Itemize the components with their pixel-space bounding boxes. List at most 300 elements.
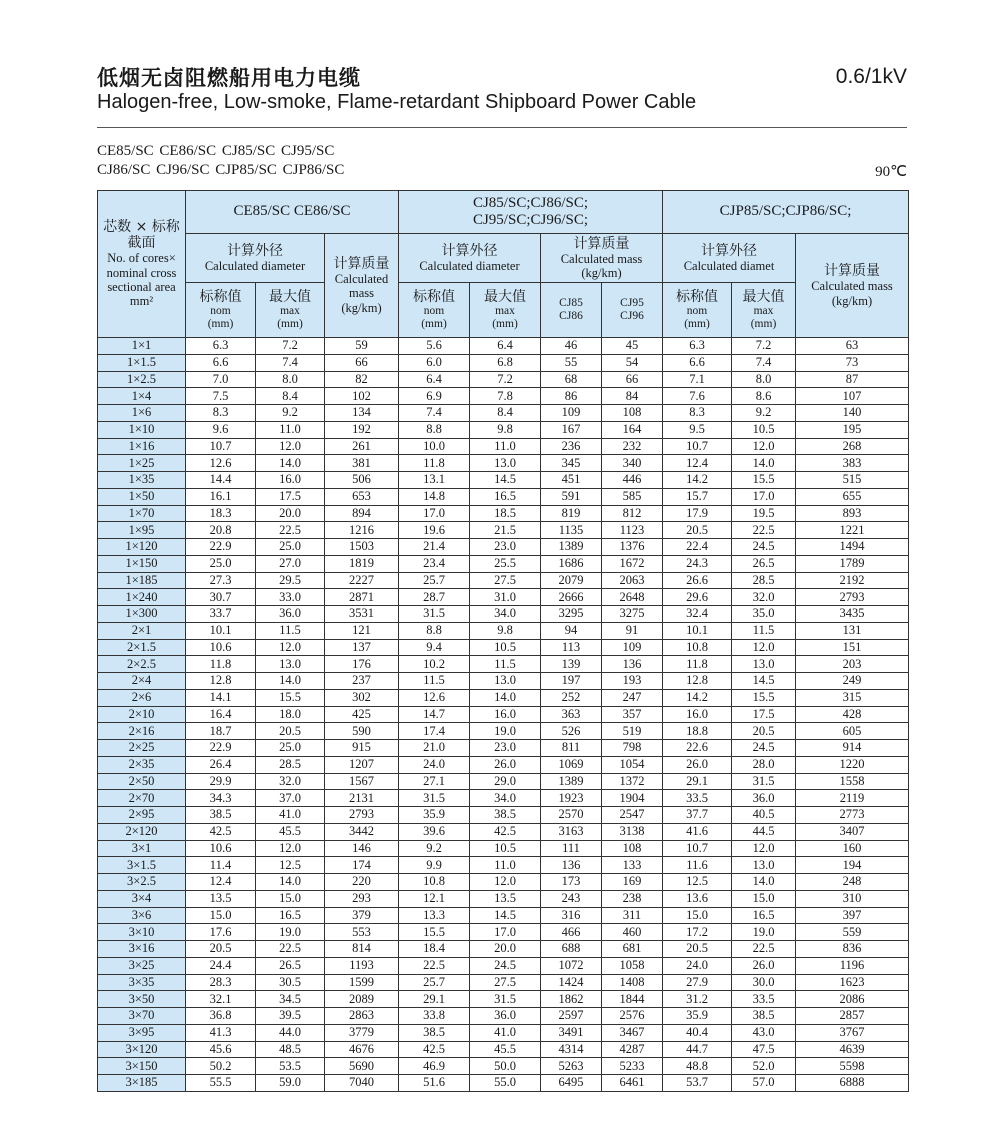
table-cell: 38.5 bbox=[186, 807, 256, 824]
table-cell: 18.3 bbox=[186, 505, 256, 522]
cores-area-cell: 1×35 bbox=[98, 472, 186, 489]
table-cell: 4676 bbox=[325, 1041, 399, 1058]
table-cell: 12.5 bbox=[256, 857, 325, 874]
table-cell: 35.9 bbox=[399, 807, 470, 824]
table-cell: 10.0 bbox=[399, 438, 470, 455]
table-cell: 12.8 bbox=[663, 673, 732, 690]
cores-area-cell: 2×6 bbox=[98, 689, 186, 706]
table-cell: 5233 bbox=[602, 1058, 663, 1075]
table-cell: 12.0 bbox=[256, 639, 325, 656]
table-cell: 41.3 bbox=[186, 1024, 256, 1041]
table-cell: 32.1 bbox=[186, 991, 256, 1008]
table-cell: 1567 bbox=[325, 773, 399, 790]
table-cell: 137 bbox=[325, 639, 399, 656]
table-cell: 25.7 bbox=[399, 974, 470, 991]
table-cell: 31.5 bbox=[470, 991, 541, 1008]
table-cell: 1623 bbox=[796, 974, 909, 991]
table-cell: 18.0 bbox=[256, 706, 325, 723]
table-cell: 363 bbox=[541, 706, 602, 723]
table-row bbox=[98, 756, 909, 773]
table-cell: 24.0 bbox=[663, 957, 732, 974]
table-cell: 15.5 bbox=[732, 472, 796, 489]
table-cell: 194 bbox=[796, 857, 909, 874]
nom-header bbox=[186, 283, 256, 338]
table-cell: 14.4 bbox=[186, 472, 256, 489]
table-cell: 41.0 bbox=[256, 807, 325, 824]
table-cell: 8.4 bbox=[256, 388, 325, 405]
spec-table-body bbox=[98, 338, 909, 1092]
table-cell: 16.4 bbox=[186, 706, 256, 723]
table-cell: 45.5 bbox=[470, 1041, 541, 1058]
table-row bbox=[98, 1058, 909, 1075]
cores-area-cell: 1×300 bbox=[98, 606, 186, 623]
table-cell: 42.5 bbox=[186, 823, 256, 840]
cores-area-cell: 2×16 bbox=[98, 723, 186, 740]
table-cell: 30.7 bbox=[186, 589, 256, 606]
table-cell: 3435 bbox=[796, 606, 909, 623]
table-cell: 44.5 bbox=[732, 823, 796, 840]
table-cell: 33.0 bbox=[256, 589, 325, 606]
table-cell: 31.5 bbox=[399, 606, 470, 623]
table-cell: 7.2 bbox=[256, 338, 325, 355]
table-row bbox=[98, 555, 909, 572]
table-cell: 2547 bbox=[602, 807, 663, 824]
table-cell: 139 bbox=[541, 656, 602, 673]
table-cell: 14.1 bbox=[186, 689, 256, 706]
table-cell: 29.1 bbox=[399, 991, 470, 1008]
nom-header bbox=[399, 283, 470, 338]
table-cell: 2793 bbox=[325, 807, 399, 824]
table-cell: 819 bbox=[541, 505, 602, 522]
table-cell: 84 bbox=[602, 388, 663, 405]
table-cell: 44.7 bbox=[663, 1041, 732, 1058]
table-cell: 28.7 bbox=[399, 589, 470, 606]
table-cell: 28.0 bbox=[732, 756, 796, 773]
table-cell: 7.2 bbox=[732, 338, 796, 355]
table-cell: 1221 bbox=[796, 522, 909, 539]
table-cell: 25.0 bbox=[186, 555, 256, 572]
table-cell: 11.8 bbox=[663, 656, 732, 673]
table-cell: 1408 bbox=[602, 974, 663, 991]
table-cell: 3295 bbox=[541, 606, 602, 623]
table-cell: 519 bbox=[602, 723, 663, 740]
cores-area-cell: 1×150 bbox=[98, 555, 186, 572]
table-cell: 35.0 bbox=[732, 606, 796, 623]
table-cell: 20.0 bbox=[470, 941, 541, 958]
table-cell: 82 bbox=[325, 371, 399, 388]
table-cell: 27.5 bbox=[470, 974, 541, 991]
table-cell: 22.5 bbox=[399, 957, 470, 974]
mass-header-cjp bbox=[796, 234, 909, 338]
table-cell: 451 bbox=[541, 472, 602, 489]
table-cell: 4287 bbox=[602, 1041, 663, 1058]
unit-mm: (mm) bbox=[684, 318, 710, 331]
table-cell: 559 bbox=[796, 924, 909, 941]
table-cell: 8.4 bbox=[470, 405, 541, 422]
table-cell: 21.4 bbox=[399, 539, 470, 556]
table-cell: 17.2 bbox=[663, 924, 732, 941]
table-cell: 6.0 bbox=[399, 354, 470, 371]
table-cell: 13.5 bbox=[186, 890, 256, 907]
mass-header-cj bbox=[541, 234, 663, 283]
cores-area-cell: 1×70 bbox=[98, 505, 186, 522]
table-row bbox=[98, 421, 909, 438]
table-cell: 10.5 bbox=[732, 421, 796, 438]
table-cell: 27.1 bbox=[399, 773, 470, 790]
table-cell: 1494 bbox=[796, 539, 909, 556]
cores-area-cell: 1×50 bbox=[98, 488, 186, 505]
table-row bbox=[98, 656, 909, 673]
table-cell: 2793 bbox=[796, 589, 909, 606]
cores-area-cell: 1×1.5 bbox=[98, 354, 186, 371]
table-cell: 20.5 bbox=[256, 723, 325, 740]
table-cell: 51.6 bbox=[399, 1075, 470, 1092]
table-row bbox=[98, 639, 909, 656]
table-cell: 50.0 bbox=[470, 1058, 541, 1075]
col-header-cores-area bbox=[98, 191, 186, 338]
table-cell: 11.0 bbox=[470, 438, 541, 455]
table-cell: 653 bbox=[325, 488, 399, 505]
table-row bbox=[98, 807, 909, 824]
table-cell: 68 bbox=[541, 371, 602, 388]
table-cell: 3767 bbox=[796, 1024, 909, 1041]
nom-en-label: nom bbox=[210, 304, 231, 317]
table-cell: 48.8 bbox=[663, 1058, 732, 1075]
table-cell: 7.6 bbox=[663, 388, 732, 405]
table-row bbox=[98, 740, 909, 757]
table-row bbox=[98, 472, 909, 489]
table-cell: 6888 bbox=[796, 1075, 909, 1092]
mass-en-label: Calculated mass bbox=[811, 279, 893, 294]
table-cell: 109 bbox=[602, 639, 663, 656]
table-cell: 21.0 bbox=[399, 740, 470, 757]
table-cell: 10.8 bbox=[399, 874, 470, 891]
table-cell: 2597 bbox=[541, 1008, 602, 1025]
table-cell: 73 bbox=[796, 354, 909, 371]
table-cell: 460 bbox=[602, 924, 663, 941]
table-cell: 17.9 bbox=[663, 505, 732, 522]
cores-area-cell: 2×50 bbox=[98, 773, 186, 790]
table-row bbox=[98, 622, 909, 639]
table-cell: 836 bbox=[796, 941, 909, 958]
table-cell: 9.2 bbox=[399, 840, 470, 857]
table-cell: 310 bbox=[796, 890, 909, 907]
table-cell: 26.5 bbox=[256, 957, 325, 974]
table-cell: 13.0 bbox=[732, 857, 796, 874]
table-cell: 173 bbox=[541, 874, 602, 891]
table-cell: 466 bbox=[541, 924, 602, 941]
table-cell: 15.0 bbox=[663, 907, 732, 924]
table-cell: 19.0 bbox=[256, 924, 325, 941]
table-cell: 6.3 bbox=[663, 338, 732, 355]
table-cell: 42.5 bbox=[399, 1041, 470, 1058]
diameter-en-label: Calculated diameter bbox=[204, 258, 306, 273]
table-cell: 23.4 bbox=[399, 555, 470, 572]
table-cell: 28.5 bbox=[256, 756, 325, 773]
table-cell: 2773 bbox=[796, 807, 909, 824]
table-cell: 894 bbox=[325, 505, 399, 522]
group-cj-line2: CJ95/SC;CJ96/SC; bbox=[472, 212, 589, 228]
table-cell: 13.0 bbox=[470, 673, 541, 690]
cores-area-cell: 3×95 bbox=[98, 1024, 186, 1041]
max-header bbox=[470, 283, 541, 338]
table-cell: 397 bbox=[796, 907, 909, 924]
table-cell: 47.5 bbox=[732, 1041, 796, 1058]
table-row bbox=[98, 890, 909, 907]
table-row bbox=[98, 455, 909, 472]
table-cell: 32.4 bbox=[663, 606, 732, 623]
table-row bbox=[98, 606, 909, 623]
table-cell: 29.5 bbox=[256, 572, 325, 589]
table-cell: 57.0 bbox=[732, 1075, 796, 1092]
table-cell: 34.3 bbox=[186, 790, 256, 807]
table-cell: 50.2 bbox=[186, 1058, 256, 1075]
cores-area-cell: 3×1 bbox=[98, 840, 186, 857]
table-cell: 11.5 bbox=[732, 622, 796, 639]
table-cell: 2192 bbox=[796, 572, 909, 589]
diameter-en-label: Calculated diamet bbox=[683, 258, 775, 273]
table-cell: 506 bbox=[325, 472, 399, 489]
cores-area-cell: 2×10 bbox=[98, 706, 186, 723]
table-cell: 2570 bbox=[541, 807, 602, 824]
page-title-cn: 低烟无卤阻燃船用电力电缆 bbox=[97, 66, 361, 90]
table-cell: 24.0 bbox=[399, 756, 470, 773]
model-list-line-1: CE85/SC CE86/SC CJ85/SC CJ95/SC bbox=[97, 143, 335, 159]
table-row bbox=[98, 907, 909, 924]
table-cell: 21.5 bbox=[470, 522, 541, 539]
table-cell: 12.0 bbox=[732, 438, 796, 455]
table-cell: 379 bbox=[325, 907, 399, 924]
table-cell: 13.0 bbox=[732, 656, 796, 673]
table-cell: 10.7 bbox=[663, 438, 732, 455]
model-list-line-2: CJ86/SC CJ96/SC CJP85/SC CJP86/SC bbox=[97, 162, 345, 178]
table-cell: 19.6 bbox=[399, 522, 470, 539]
table-cell: 13.6 bbox=[663, 890, 732, 907]
table-row bbox=[98, 1024, 909, 1041]
table-cell: 40.5 bbox=[732, 807, 796, 824]
table-cell: 66 bbox=[325, 354, 399, 371]
table-cell: 11.6 bbox=[663, 857, 732, 874]
table-cell: 18.5 bbox=[470, 505, 541, 522]
table-cell: 17.4 bbox=[399, 723, 470, 740]
cores-area-cell: 2×120 bbox=[98, 823, 186, 840]
cores-area-cell: 1×10 bbox=[98, 421, 186, 438]
cores-area-cell: 1×185 bbox=[98, 572, 186, 589]
table-cell: 1058 bbox=[602, 957, 663, 974]
group-header-ce: CE85/SC CE86/SC bbox=[186, 191, 399, 234]
mass-unit: (kg/km) bbox=[581, 266, 622, 281]
table-cell: 26.0 bbox=[663, 756, 732, 773]
table-cell: 553 bbox=[325, 924, 399, 941]
table-cell: 655 bbox=[796, 488, 909, 505]
mass-cn-label: 计算质量 bbox=[573, 235, 630, 252]
cores-area-cell: 3×35 bbox=[98, 974, 186, 991]
table-cell: 345 bbox=[541, 455, 602, 472]
table-cell: 12.0 bbox=[732, 639, 796, 656]
table-cell: 32.0 bbox=[256, 773, 325, 790]
table-cell: 237 bbox=[325, 673, 399, 690]
table-cell: 19.5 bbox=[732, 505, 796, 522]
table-cell: 14.2 bbox=[663, 689, 732, 706]
table-cell: 1599 bbox=[325, 974, 399, 991]
table-row bbox=[98, 941, 909, 958]
cores-area-cell: 3×120 bbox=[98, 1041, 186, 1058]
table-cell: 357 bbox=[602, 706, 663, 723]
cores-area-cell: 2×25 bbox=[98, 740, 186, 757]
diameter-header-cjp bbox=[663, 234, 796, 283]
table-cell: 13.0 bbox=[470, 455, 541, 472]
table-cell: 14.0 bbox=[256, 874, 325, 891]
table-cell: 8.8 bbox=[399, 622, 470, 639]
table-cell: 3442 bbox=[325, 823, 399, 840]
table-cell: 1503 bbox=[325, 539, 399, 556]
table-cell: 1372 bbox=[602, 773, 663, 790]
table-cell: 29.1 bbox=[663, 773, 732, 790]
table-cell: 46.9 bbox=[399, 1058, 470, 1075]
table-cell: 311 bbox=[602, 907, 663, 924]
table-cell: 63 bbox=[796, 338, 909, 355]
table-cell: 1193 bbox=[325, 957, 399, 974]
table-cell: 6.4 bbox=[399, 371, 470, 388]
table-row bbox=[98, 840, 909, 857]
table-cell: 248 bbox=[796, 874, 909, 891]
unit-mm: (mm) bbox=[421, 318, 447, 331]
table-cell: 33.8 bbox=[399, 1008, 470, 1025]
table-cell: 8.0 bbox=[732, 371, 796, 388]
table-cell: 12.4 bbox=[663, 455, 732, 472]
table-cell: 1072 bbox=[541, 957, 602, 974]
table-cell: 11.8 bbox=[399, 455, 470, 472]
table-cell: 1923 bbox=[541, 790, 602, 807]
table-row bbox=[98, 522, 909, 539]
table-cell: 19.0 bbox=[732, 924, 796, 941]
table-cell: 7.4 bbox=[732, 354, 796, 371]
table-cell: 8.6 bbox=[732, 388, 796, 405]
table-cell: 1207 bbox=[325, 756, 399, 773]
table-cell: 197 bbox=[541, 673, 602, 690]
table-cell: 22.9 bbox=[186, 539, 256, 556]
table-cell: 2131 bbox=[325, 790, 399, 807]
table-cell: 7040 bbox=[325, 1075, 399, 1092]
table-cell: 134 bbox=[325, 405, 399, 422]
table-cell: 515 bbox=[796, 472, 909, 489]
voltage-rating: 0.6/1kV bbox=[835, 65, 907, 88]
table-cell: 7.4 bbox=[256, 354, 325, 371]
table-cell: 1789 bbox=[796, 555, 909, 572]
group-header-cj bbox=[399, 191, 663, 234]
table-cell: 27.0 bbox=[256, 555, 325, 572]
table-cell: 2119 bbox=[796, 790, 909, 807]
table-cell: 203 bbox=[796, 656, 909, 673]
table-cell: 18.7 bbox=[186, 723, 256, 740]
table-cell: 811 bbox=[541, 740, 602, 757]
table-cell: 33.7 bbox=[186, 606, 256, 623]
cores-area-cn-label: 芯数 × 标称截面 bbox=[103, 219, 180, 252]
table-cell: 11.5 bbox=[256, 622, 325, 639]
table-cell: 24.5 bbox=[470, 957, 541, 974]
table-cell: 45.6 bbox=[186, 1041, 256, 1058]
cores-area-cell: 3×185 bbox=[98, 1075, 186, 1092]
table-cell: 35.9 bbox=[663, 1008, 732, 1025]
cores-area-cell: 2×95 bbox=[98, 807, 186, 824]
table-cell: 798 bbox=[602, 740, 663, 757]
table-cell: 590 bbox=[325, 723, 399, 740]
table-cell: 247 bbox=[602, 689, 663, 706]
table-row bbox=[98, 1075, 909, 1092]
table-cell: 46 bbox=[541, 338, 602, 355]
table-cell: 10.2 bbox=[399, 656, 470, 673]
table-cell: 53.7 bbox=[663, 1075, 732, 1092]
table-cell: 293 bbox=[325, 890, 399, 907]
table-cell: 6.6 bbox=[186, 354, 256, 371]
table-cell: 16.0 bbox=[663, 706, 732, 723]
table-cell: 605 bbox=[796, 723, 909, 740]
cores-area-cell: 1×120 bbox=[98, 539, 186, 556]
max-cn-label: 最大值 bbox=[484, 288, 526, 305]
table-cell: 13.1 bbox=[399, 472, 470, 489]
table-cell: 16.5 bbox=[470, 488, 541, 505]
table-cell: 16.1 bbox=[186, 488, 256, 505]
table-cell: 12.0 bbox=[256, 840, 325, 857]
table-cell: 9.4 bbox=[399, 639, 470, 656]
table-cell: 15.5 bbox=[732, 689, 796, 706]
table-cell: 3407 bbox=[796, 823, 909, 840]
table-cell: 13.0 bbox=[256, 656, 325, 673]
table-cell: 9.8 bbox=[470, 421, 541, 438]
table-cell: 1389 bbox=[541, 539, 602, 556]
table-cell: 2666 bbox=[541, 589, 602, 606]
mass-cn-label: 计算质量 bbox=[333, 255, 390, 272]
table-cell: 10.6 bbox=[186, 840, 256, 857]
nom-en-label: nom bbox=[686, 304, 708, 317]
table-cell: 107 bbox=[796, 388, 909, 405]
cores-area-unit: mm² bbox=[129, 294, 154, 309]
nom-en-label: nom bbox=[423, 304, 445, 317]
cores-area-cell: 3×70 bbox=[98, 1008, 186, 1025]
table-cell: 5.6 bbox=[399, 338, 470, 355]
table-cell: 249 bbox=[796, 673, 909, 690]
table-cell: 3275 bbox=[602, 606, 663, 623]
diameter-cn-label: 计算外径 bbox=[701, 242, 757, 259]
table-cell: 7.8 bbox=[470, 388, 541, 405]
table-cell: 25.7 bbox=[399, 572, 470, 589]
table-cell: 15.5 bbox=[399, 924, 470, 941]
table-cell: 29.6 bbox=[663, 589, 732, 606]
table-cell: 446 bbox=[602, 472, 663, 489]
mass-header-ce bbox=[325, 234, 399, 338]
table-cell: 66 bbox=[602, 371, 663, 388]
table-cell: 12.6 bbox=[399, 689, 470, 706]
table-cell: 1686 bbox=[541, 555, 602, 572]
table-cell: 111 bbox=[541, 840, 602, 857]
table-cell: 22.5 bbox=[732, 522, 796, 539]
table-cell: 33.5 bbox=[732, 991, 796, 1008]
table-cell: 20.5 bbox=[186, 941, 256, 958]
table-row bbox=[98, 354, 909, 371]
table-cell: 45.5 bbox=[256, 823, 325, 840]
cores-area-cell: 1×25 bbox=[98, 455, 186, 472]
cj86-label: CJ86 bbox=[559, 310, 583, 322]
table-cell: 28.5 bbox=[732, 572, 796, 589]
table-cell: 15.5 bbox=[256, 689, 325, 706]
cores-area-cell: 2×70 bbox=[98, 790, 186, 807]
table-cell: 45 bbox=[602, 338, 663, 355]
table-cell: 425 bbox=[325, 706, 399, 723]
table-cell: 238 bbox=[602, 890, 663, 907]
table-cell: 6461 bbox=[602, 1075, 663, 1092]
table-cell: 14.8 bbox=[399, 488, 470, 505]
table-cell: 1558 bbox=[796, 773, 909, 790]
